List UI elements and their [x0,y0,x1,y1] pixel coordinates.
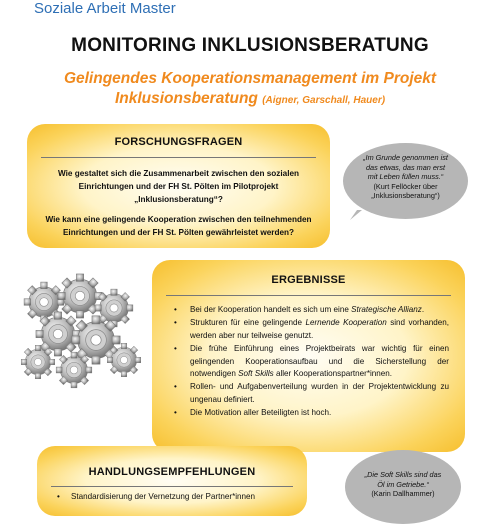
ergebnisse-item-1-emphasis: Strategische Allianz [351,305,422,314]
research-question-1 [27,167,330,206]
research-question-1-line-1: Wie gestaltet sich die Zusammenarbeit zwischen den sozialen [57,169,300,178]
quote-1-line-3: mit Leben füllen muss.“ [367,172,444,182]
ergebnisse-item-2 [168,317,449,342]
research-question-2-line-2: Einrichtungen und der FH St. Pölten gewährleistet werden? [62,228,295,237]
ergebnisse-item-3 [168,343,449,380]
subtitle-line-1: Gelingendes Kooperationsmanagement im Projekt [63,70,437,87]
quote-1-line-1: „Im Grunde genommen ist [363,153,448,162]
research-question-2-line-1: Wie kann eine gelingende Kooperation zwischen den teilnehmenden [45,215,312,224]
ergebnisse-item-4: • Rollen- und Aufgabenverteilung wurden in der Projektentwicklung zu ungenau definiert. [168,381,449,406]
forschungsfragen-title: FORSCHUNGSFRAGEN [114,136,243,148]
ergebnisse-item-5: • Die Motivation aller Beteiligten ist hoch. [168,407,449,419]
handlungsempfehlungen-divider [51,486,293,487]
handlungsempfehlungen-item-1: • Standardisierung der Vernetzung der Partner*innen [51,491,293,503]
quote-2-line-2: Öl im Getriebe.“ [377,479,429,489]
quote-bubble-1-tail [348,210,364,220]
quote-2-text [345,470,461,499]
subtitle [40,69,460,111]
ergebnisse-list [168,304,449,419]
research-question-1-line-3: „Inklusionsberatung“? [134,195,223,204]
ergebnisse-item-3-text: Die frühe Einführung eines Projektbeirats war wichtig für einen gelingenden Kooperationsaufbau und die Sicherstellung der notwendigen [190,344,449,378]
ergebnisse-item-3-end: aller Kooperationspartner*innen. [273,368,393,378]
quote-2-line-1: „Die Soft Skills sind das [364,470,442,479]
handlungsempfehlungen-list [51,491,293,503]
forschungsfragen-divider [41,157,316,158]
research-question-1-line-2: Einrichtungen und der FH St. Pölten im Pilotprojekt [78,182,279,191]
ergebnisse-item-1-text: Bei der Kooperation handelt es sich um eine [190,305,352,314]
ergebnisse-item-1-end: . [421,305,425,314]
ergebnisse-item-2-text: Strukturen für eine gelingende [190,318,306,328]
ergebnisse-title: ERGEBNISSE [271,274,346,286]
ergebnisse-item-1 [168,304,449,316]
quote-1-line-4: (Kurt Fellöcker über [373,181,438,191]
handlungsempfehlungen-panel [37,446,307,516]
quote-1-line-5: „Inklusionsberatung“) [371,191,440,201]
ergebnisse-item-2-end: sind vorhanden, werden aber nur teilweise genutzt. [190,318,449,340]
ergebnisse-divider [166,295,451,296]
gears-icon [14,272,152,392]
subtitle-line-2-text: Inklusionsberatung [114,90,258,107]
research-question-2 [27,213,330,239]
handlungsempfehlungen-title: HANDLUNGSEMPFEHLUNGEN [88,466,256,478]
forschungsfragen-panel [27,124,330,248]
ergebnisse-item-3-emphasis: Soft Skills [238,368,274,378]
quote-1-text [343,153,468,201]
ergebnisse-panel [152,260,465,452]
page-title: MONITORING INKLUSIONSBERATUNG [71,35,429,56]
quote-bubble-1 [343,143,468,219]
quote-1-line-2: das etwas, das man erst [365,162,446,172]
subtitle-authors: (Aigner, Garschall, Hauer) [262,95,386,106]
ergebnisse-item-2-emphasis: Lernende Kooperation [305,318,387,328]
header-label: Soziale Arbeit Master [34,0,176,17]
quote-2-line-3: (Karin Dallhammer) [371,489,435,499]
quote-bubble-2 [345,450,461,524]
subtitle-line-2 [40,89,460,111]
